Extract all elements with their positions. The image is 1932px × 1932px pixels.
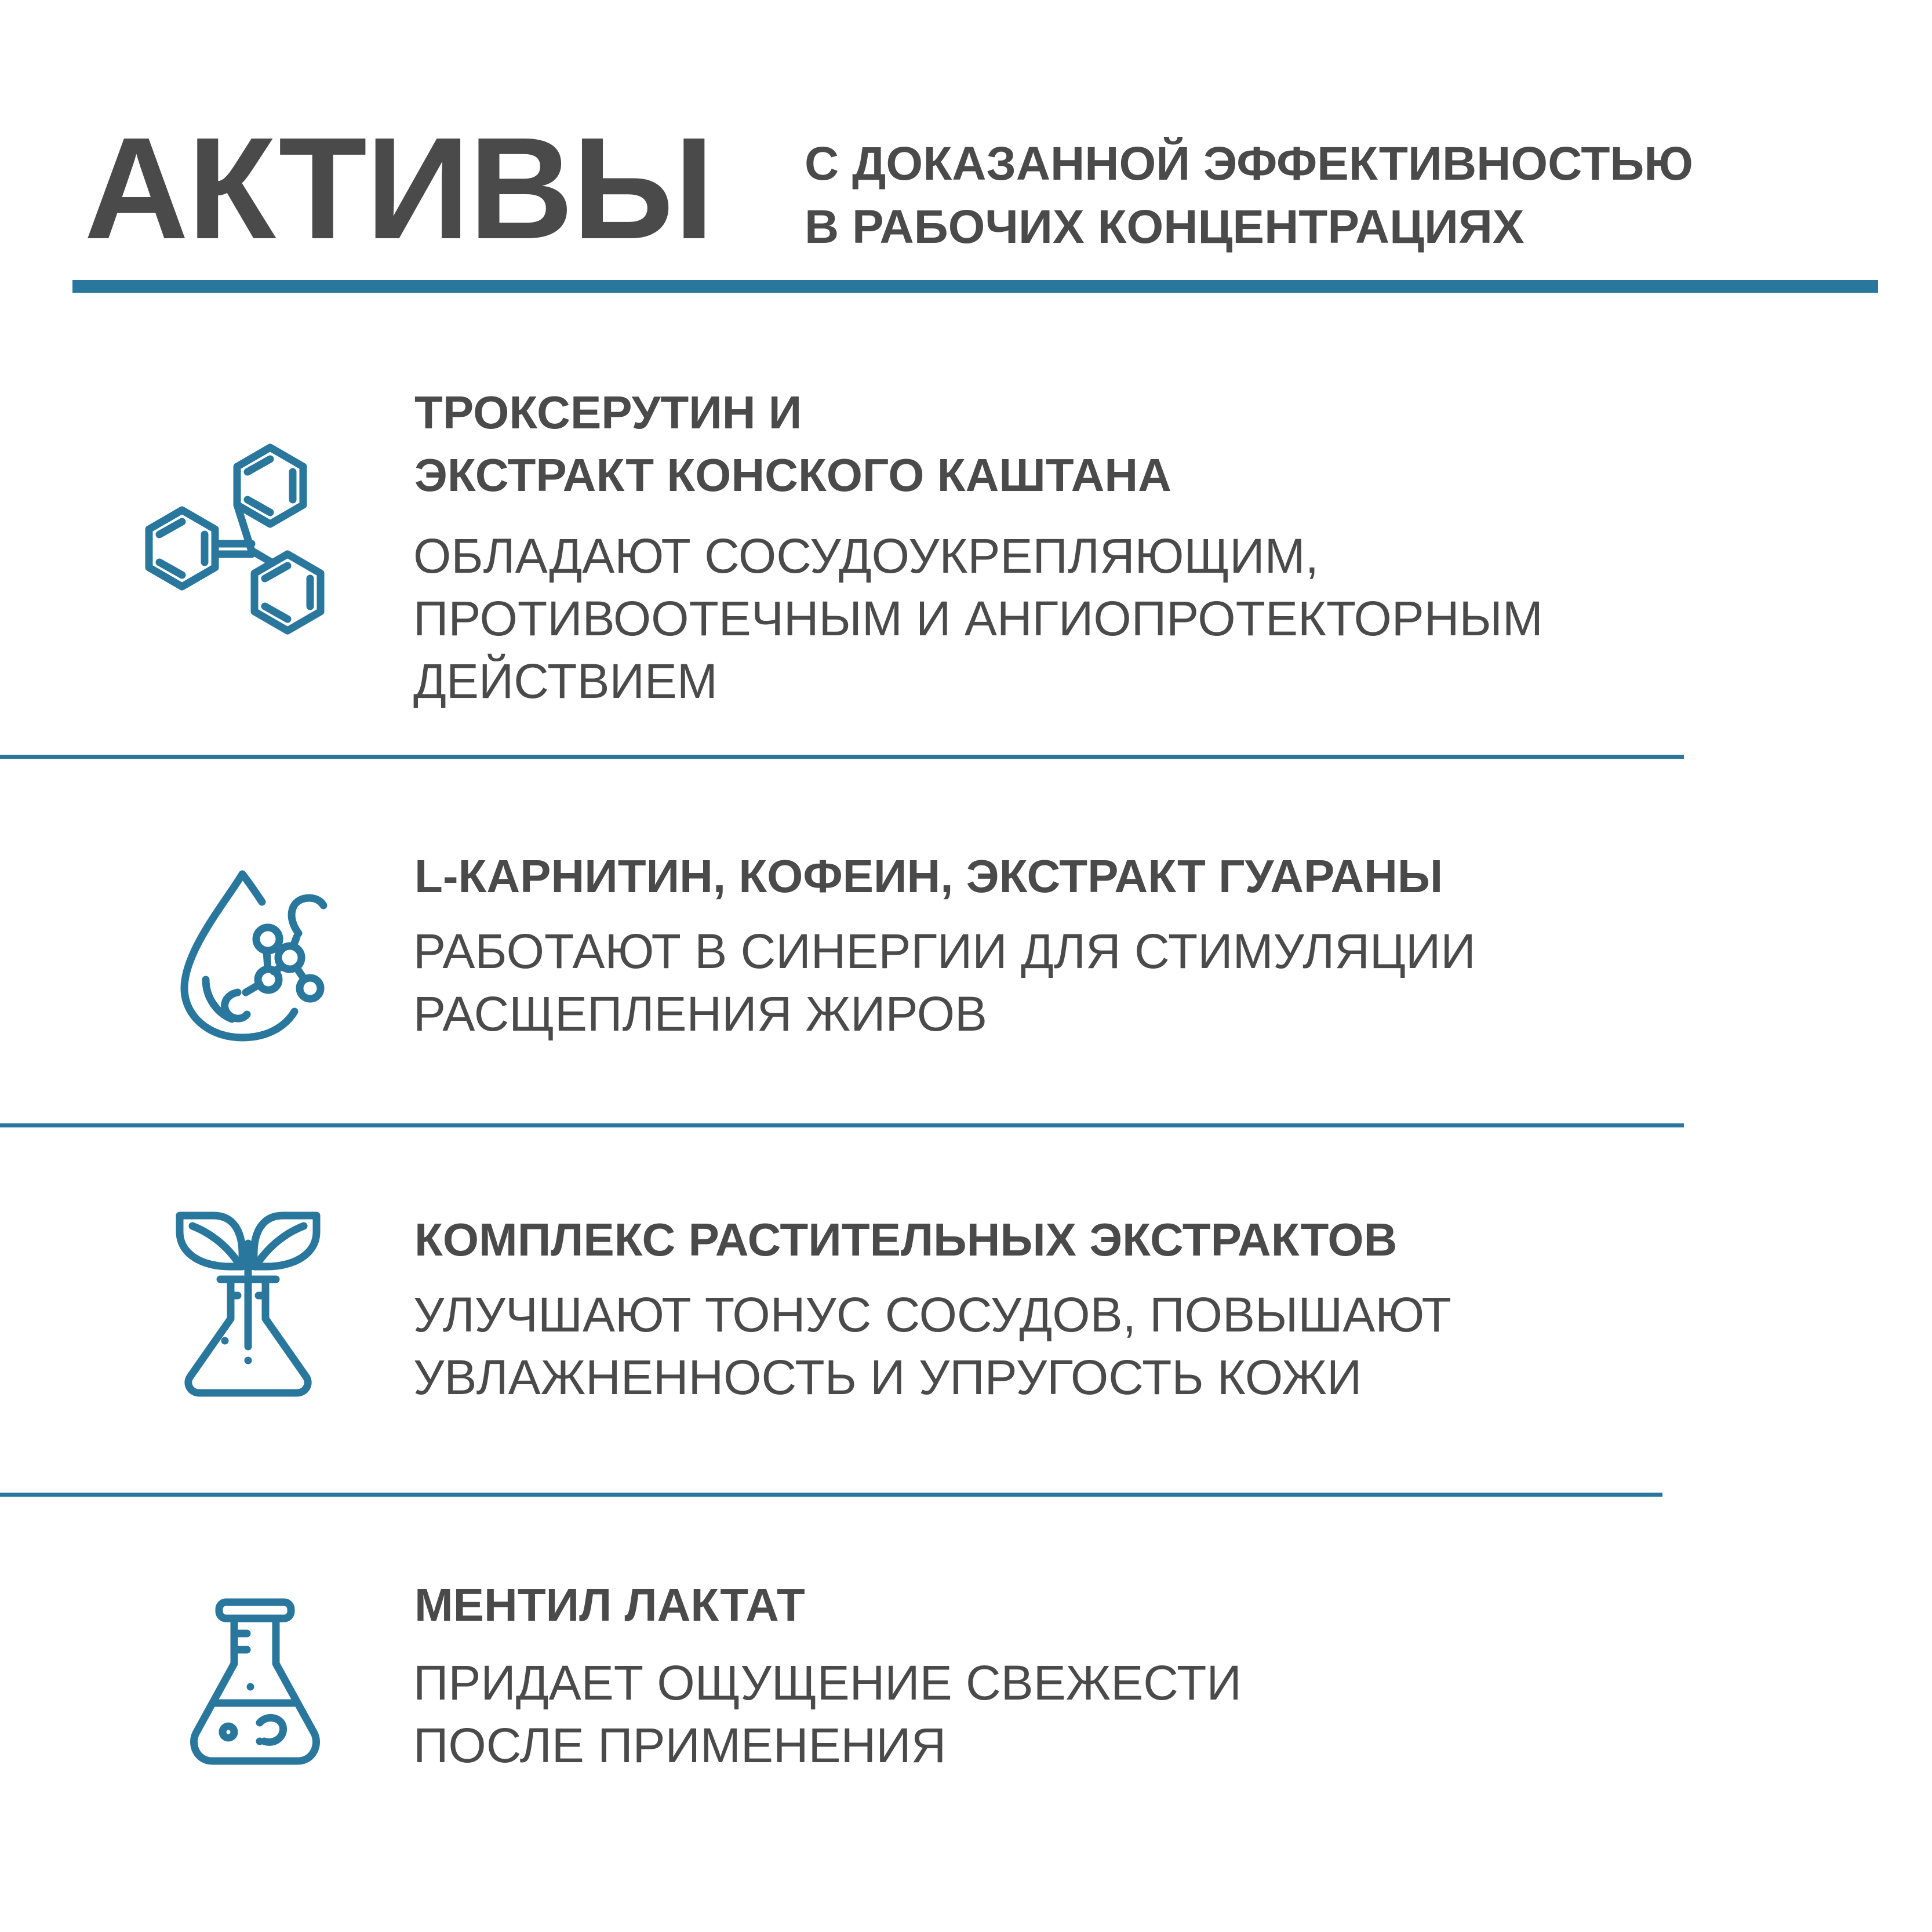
section-divider <box>0 755 1684 759</box>
section-desc-line: РАСЩЕПЛЕНИЯ ЖИРОВ <box>413 987 988 1041</box>
section-title <box>414 381 1171 507</box>
section-description <box>413 920 1476 1045</box>
section-title-line: МЕНТИЛ ЛАКТАТ <box>414 1579 805 1631</box>
drop-molecule-icon <box>174 864 330 1043</box>
section-description <box>413 525 1543 712</box>
section-title <box>414 1209 1397 1271</box>
section-desc-line: ПРИДАЕТ ОЩУЩЕНИЕ СВЕЖЕСТИ <box>413 1656 1242 1710</box>
section-title-line: КОМПЛЕКС РАСТИТЕЛЬНЫХ ЭКСТРАКТОВ <box>414 1214 1398 1265</box>
section-title <box>414 845 1443 908</box>
section-desc-line: ОБЛАДАЮТ СОСУДОУКРЕПЛЯЮЩИМ, <box>413 529 1319 583</box>
section-divider <box>0 1123 1684 1127</box>
section-desc-line: ДЕЙСТВИЕМ <box>413 654 718 708</box>
section-description <box>413 1651 1242 1777</box>
section-desc-line: УВЛАЖНЕННОСТЬ И УПРУГОСТЬ КОЖИ <box>413 1350 1362 1405</box>
header-divider <box>72 280 1878 293</box>
molecule-icon <box>139 441 336 638</box>
subtitle-line: В РАБОЧИХ КОНЦЕНТРАЦИЯХ <box>805 201 1525 254</box>
section-divider <box>0 1493 1662 1497</box>
section-title-line: L-КАРНИТИН, КОФЕИН, ЭКСТРАКТ ГУАРАНЫ <box>414 850 1443 902</box>
page-title: АКТИВЫ <box>84 107 714 269</box>
section-desc-line: ПОСЛЕ ПРИМЕНЕНИЯ <box>413 1718 947 1773</box>
flask-icon <box>185 1595 325 1769</box>
section-title <box>414 1574 805 1636</box>
section-desc-line: РАБОТАЮТ В СИНЕРГИИ ДЛЯ СТИМУЛЯЦИИ <box>413 924 1476 978</box>
section-title-line: ТРОКСЕРУТИН И <box>414 387 802 438</box>
subtitle-line: С ДОКАЗАННОЙ ЭФФЕКТИВНОСТЬЮ <box>805 137 1693 190</box>
section-desc-line: УЛУЧШАЮТ ТОНУС СОСУДОВ, ПОВЫШАЮТ <box>413 1287 1451 1342</box>
section-desc-line: ПРОТИВООТЕЧНЫМ И АНГИОПРОТЕКТОРНЫМ <box>413 591 1543 646</box>
page-subtitle <box>805 132 1693 259</box>
plant-flask-icon <box>173 1209 323 1400</box>
section-title-line: ЭКСТРАКТ КОНСКОГО КАШТАНА <box>414 449 1171 501</box>
section-description <box>413 1283 1451 1409</box>
